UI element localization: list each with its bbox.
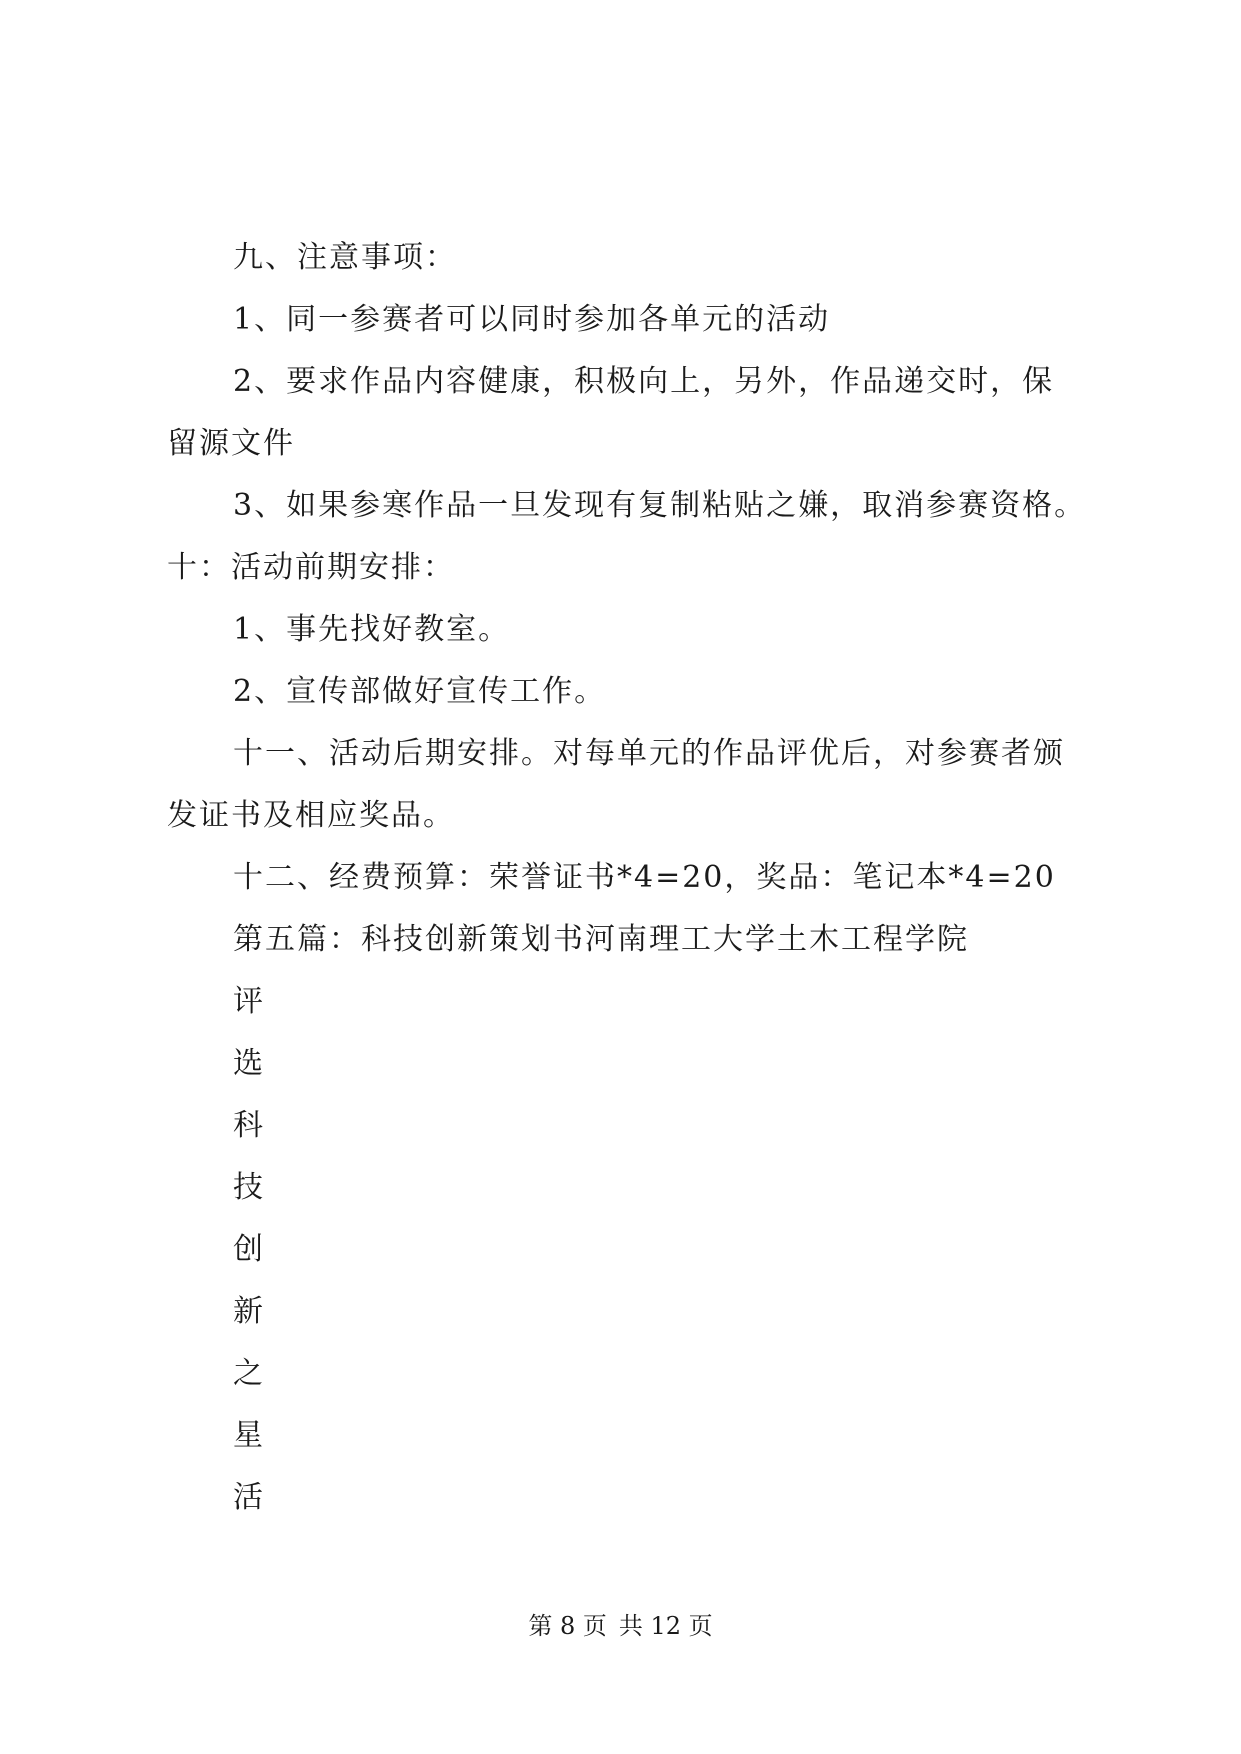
paragraph-line: 发证书及相应奖品。 (167, 798, 455, 833)
paragraph-line: 留源文件 (167, 426, 295, 461)
paragraph-line: 1、同一参赛者可以同时参加各单元的活动 (233, 302, 831, 337)
section-heading-12: 十二、经费预算：荣誉证书*4=20，奖品：笔记本*4=20 (233, 860, 1056, 895)
vertical-title-char: 技 (233, 1170, 263, 1205)
vertical-title-char: 科 (233, 1108, 263, 1143)
page-total: 共 12 页 (618, 1612, 713, 1640)
vertical-title-char: 创 (233, 1232, 263, 1267)
vertical-title-char: 新 (233, 1294, 263, 1329)
paragraph-line: 2、要求作品内容健康，积极向上，另外，作品递交时，保 (233, 364, 1055, 399)
vertical-title-char: 之 (233, 1356, 263, 1391)
page-footer (0, 1610, 1241, 1642)
vertical-title-char: 星 (233, 1418, 263, 1453)
paragraph-line: 1、事先找好教室。 (233, 612, 511, 647)
paragraph-line: 2、宣传部做好宣传工作。 (233, 674, 607, 709)
section-heading-10: 十：活动前期安排： (167, 550, 455, 585)
vertical-title-char: 评 (233, 984, 263, 1019)
vertical-title-char: 活 (233, 1480, 263, 1515)
section-heading-11: 十一、活动后期安排。对每单元的作品评优后，对参赛者颁 (233, 736, 1065, 771)
section-heading-9: 九、注意事项： (233, 240, 457, 275)
vertical-title-char: 选 (233, 1046, 263, 1081)
chapter-title: 第五篇：科技创新策划书河南理工大学土木工程学院 (233, 922, 969, 957)
paragraph-line: 3、如果参寒作品一旦发现有复制粘贴之嫌，取消参赛资格。 (233, 488, 1087, 523)
page-number: 第 8 页 (528, 1612, 607, 1640)
